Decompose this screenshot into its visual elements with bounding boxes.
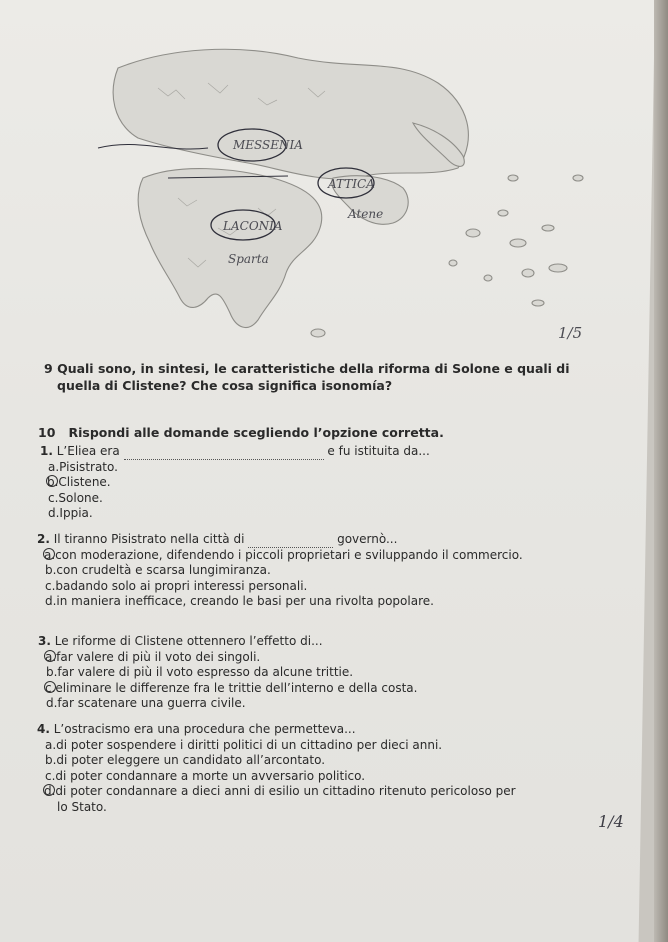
answer-blank-1[interactable] <box>124 447 324 460</box>
selection-mark <box>43 784 55 796</box>
subquestion-2 <box>37 532 523 610</box>
option-4d-continuation: lo Stato. <box>57 799 107 814</box>
option-3a-text: a.far valere di più il voto dei singoli. <box>45 649 261 664</box>
option-3a[interactable] <box>38 650 417 666</box>
option-4d[interactable] <box>37 784 516 800</box>
island <box>449 260 457 266</box>
subquestion-3-number: 3. <box>38 634 51 648</box>
subquestion-3 <box>38 634 417 712</box>
island <box>466 229 480 237</box>
page-edge-shadow <box>654 0 668 942</box>
subquestion-1-stem <box>40 444 430 460</box>
question-9 <box>44 360 624 394</box>
option-1b-text: b.Clistene. <box>47 475 111 489</box>
selection-mark <box>43 548 55 560</box>
subquestion-2-stem-before: Il tiranno Pisistrato nella città di <box>53 532 245 546</box>
subquestion-4-stem <box>37 722 516 738</box>
subquestion-1-stem-before: L’Eliea era <box>56 444 120 458</box>
island <box>508 175 518 181</box>
map-score: 1/5 <box>558 324 583 342</box>
question-10-title: Rispondi alle domande scegliendo l’opzione corretta. <box>68 425 444 440</box>
mainland-north <box>113 49 468 179</box>
island <box>573 175 583 181</box>
map-label-sparta: Sparta <box>228 252 269 266</box>
option-3d[interactable]: d.far scatenare una guerra civile. <box>46 696 246 710</box>
subquestion-2-stem-after: governò... <box>337 532 398 546</box>
question-9-number: 9 <box>44 361 53 376</box>
map-label-atene: Atene <box>348 207 384 221</box>
island <box>549 264 567 272</box>
option-1a[interactable]: a.Pisistrato. <box>48 459 118 474</box>
subquestion-2-stem <box>37 532 523 548</box>
answer-blank-2[interactable] <box>248 535 333 548</box>
subquestion-4-stem-text: L’ostracismo era una procedura che permetteva... <box>53 722 356 736</box>
island <box>311 329 325 337</box>
subquestion-4 <box>37 722 516 815</box>
option-1d[interactable]: d.Ippia. <box>48 506 93 520</box>
greece-map <box>58 28 618 358</box>
selection-mark <box>44 681 56 693</box>
subquestion-3-stem-text: Le riforme di Clistene ottennero l’effetto di... <box>54 634 323 648</box>
option-1b[interactable] <box>40 475 430 491</box>
island <box>522 269 534 277</box>
subquestion-3-stem <box>38 634 417 650</box>
island <box>498 210 508 216</box>
question-10-header <box>38 425 444 440</box>
greece-map-svg <box>58 28 618 358</box>
peloponnese <box>138 169 322 328</box>
option-3b[interactable]: b.far valere di più il voto espresso da alcune trittie. <box>46 665 354 679</box>
option-2d[interactable]: d.in maniera inefficace, creando le basi per una rivolta popolare. <box>45 594 434 608</box>
map-label-attica: ATTICA <box>328 177 375 191</box>
island <box>484 275 492 281</box>
island <box>542 225 554 231</box>
option-2b[interactable]: b.con crudeltà e scarsa lungimiranza. <box>45 563 271 577</box>
option-3c[interactable] <box>38 681 417 697</box>
question-10-number: 10 <box>38 425 56 440</box>
option-2c[interactable]: c.badando solo ai propri interessi personali. <box>45 578 308 593</box>
option-4b[interactable]: b.di poter eleggere un candidato all’arcontato. <box>45 753 326 767</box>
question-9-line2: quella di Clistene? Che cosa significa isonomía? <box>57 378 393 393</box>
subquestion-4-number: 4. <box>37 722 50 736</box>
island <box>532 300 544 306</box>
question-9-line1: Quali sono, in sintesi, le caratteristiche della riforma di Solone e quali di <box>57 361 570 376</box>
selection-mark <box>44 650 56 662</box>
option-4a[interactable]: a.di poter sospendere i diritti politici di un cittadino per dieci anni. <box>45 737 443 752</box>
map-label-laconia: LACONIA <box>223 219 283 233</box>
subquestion-1-number: 1. <box>40 444 53 458</box>
subquestion-1-stem-after: e fu istituita da... <box>327 444 430 458</box>
map-label-messenia: MESSENIA <box>233 138 303 152</box>
selection-mark <box>46 475 58 487</box>
option-4d-text: d.di poter condannare a dieci anni di esilio un cittadino ritenuto pericoloso per <box>44 784 516 798</box>
option-1c[interactable]: c.Solone. <box>48 490 103 505</box>
score-bottom: 1/4 <box>598 812 624 831</box>
option-4c[interactable]: c.di poter condannare a morte un avversario politico. <box>45 768 366 783</box>
option-3c-text: c.eliminare le differenze fra le trittie dell’interno e della costa. <box>45 680 418 695</box>
island <box>510 239 526 247</box>
option-2a-text: a.con moderazione, difendendo i piccoli proprietari e sviluppando il commercio. <box>44 547 523 562</box>
option-2a[interactable] <box>37 548 523 564</box>
subquestion-1 <box>40 444 430 522</box>
subquestion-2-number: 2. <box>37 532 50 546</box>
